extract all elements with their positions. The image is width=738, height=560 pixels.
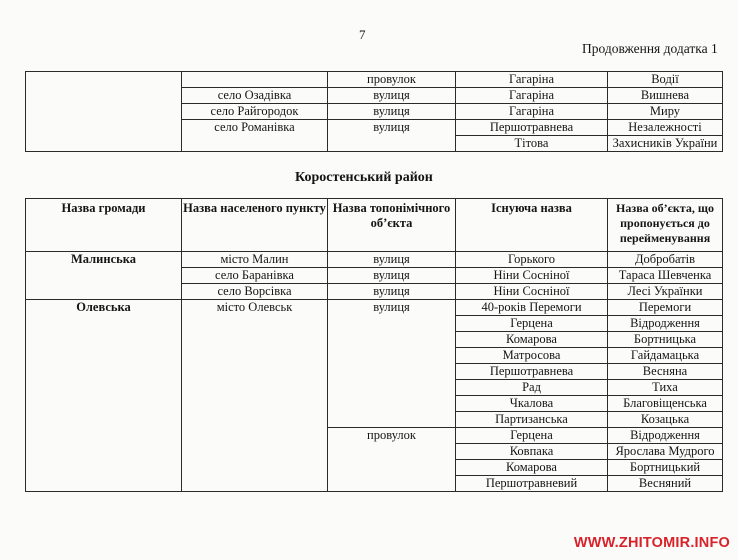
region-title: Коростенський район bbox=[295, 170, 433, 185]
table-header-row bbox=[26, 199, 723, 252]
table-cell: Комарова bbox=[456, 332, 608, 348]
column-header: Назва громади bbox=[26, 199, 182, 252]
table-cell: Ніни Сосніної bbox=[456, 268, 608, 284]
table-cell: Герцена bbox=[456, 428, 608, 444]
table-cell: Відродження bbox=[608, 316, 723, 332]
table-cell: Чкалова bbox=[456, 396, 608, 412]
table-row bbox=[26, 300, 723, 316]
table-cell: місто Малин bbox=[182, 252, 328, 268]
table-cell: Гагаріна bbox=[456, 104, 608, 120]
table-cell: Перемоги bbox=[608, 300, 723, 316]
column-header: Існуюча назва bbox=[456, 199, 608, 252]
table-cell: Бортницький bbox=[608, 460, 723, 476]
column-header: Назва об’єкта, що пропонується до перейменування bbox=[608, 199, 723, 252]
table-cell: Першотравневий bbox=[456, 476, 608, 492]
table-cell: Миру bbox=[608, 104, 723, 120]
table-cell: провулок bbox=[328, 72, 456, 88]
table-cell: Ярослава Мудрого bbox=[608, 444, 723, 460]
table-cell: Водії bbox=[608, 72, 723, 88]
table-cell: село Романівка bbox=[182, 120, 328, 152]
table-cell: Тиха bbox=[608, 380, 723, 396]
table-cell: Партизанська bbox=[456, 412, 608, 428]
table-cell: Вишнева bbox=[608, 88, 723, 104]
column-header: Назва населеного пункту bbox=[182, 199, 328, 252]
table-cell: Ковпака bbox=[456, 444, 608, 460]
table-row bbox=[26, 72, 723, 88]
table-cell: вулиця bbox=[328, 252, 456, 268]
table-cell bbox=[182, 72, 328, 88]
table-cell: вулиця bbox=[328, 300, 456, 428]
table-cell: місто Олевськ bbox=[182, 300, 328, 492]
table-cell: Малинська bbox=[26, 252, 182, 300]
continuation-label: Продовження додатка 1 bbox=[582, 41, 718, 56]
table-cell: село Баранівка bbox=[182, 268, 328, 284]
table-cell: провулок bbox=[328, 428, 456, 492]
table-cell: Відродження bbox=[608, 428, 723, 444]
table-cell: Першотравнева bbox=[456, 364, 608, 380]
table-cell: Весняний bbox=[608, 476, 723, 492]
table-cell: Герцена bbox=[456, 316, 608, 332]
table-cell: Незалежності bbox=[608, 120, 723, 136]
table-cell: село Озадівка bbox=[182, 88, 328, 104]
table-cell: Горького bbox=[456, 252, 608, 268]
table-cell: Ніни Сосніної bbox=[456, 284, 608, 300]
table-cell: Гагаріна bbox=[456, 72, 608, 88]
table-cell: Комарова bbox=[456, 460, 608, 476]
table-cell: Лесі Українки bbox=[608, 284, 723, 300]
table-cell: Козацька bbox=[608, 412, 723, 428]
table-cell: село Ворсівка bbox=[182, 284, 328, 300]
table-cell: вулиця bbox=[328, 268, 456, 284]
table-cell: вулиця bbox=[328, 284, 456, 300]
page-number: 7 bbox=[359, 27, 366, 42]
table-cell: Першотравнева bbox=[456, 120, 608, 136]
table-cell: Рад bbox=[456, 380, 608, 396]
table-cell: Олевська bbox=[26, 300, 182, 492]
table-cell: Весняна bbox=[608, 364, 723, 380]
table-cell: вулиця bbox=[328, 88, 456, 104]
table-cell: Тараса Шевченка bbox=[608, 268, 723, 284]
table-cell: Благовіщенська bbox=[608, 396, 723, 412]
table-cell: Захисників України bbox=[608, 136, 723, 152]
table-cell: село Райгородок bbox=[182, 104, 328, 120]
table-cell bbox=[26, 72, 182, 152]
table-cell: Матросова bbox=[456, 348, 608, 364]
renaming-table bbox=[25, 198, 723, 492]
table-cell: Гайдамацька bbox=[608, 348, 723, 364]
table-cell: Добробатів bbox=[608, 252, 723, 268]
table-cell: Тітова bbox=[456, 136, 608, 152]
column-header: Назва топонімічного об’єкта bbox=[328, 199, 456, 252]
table-cell: Гагаріна bbox=[456, 88, 608, 104]
table-cell: вулиця bbox=[328, 120, 456, 152]
continuation-table bbox=[25, 71, 723, 152]
table-cell: 40-років Перемоги bbox=[456, 300, 608, 316]
table-cell: вулиця bbox=[328, 104, 456, 120]
table-row bbox=[26, 252, 723, 268]
watermark: WWW.ZHITOMIR.INFO bbox=[573, 535, 730, 551]
table-cell: Бортницька bbox=[608, 332, 723, 348]
